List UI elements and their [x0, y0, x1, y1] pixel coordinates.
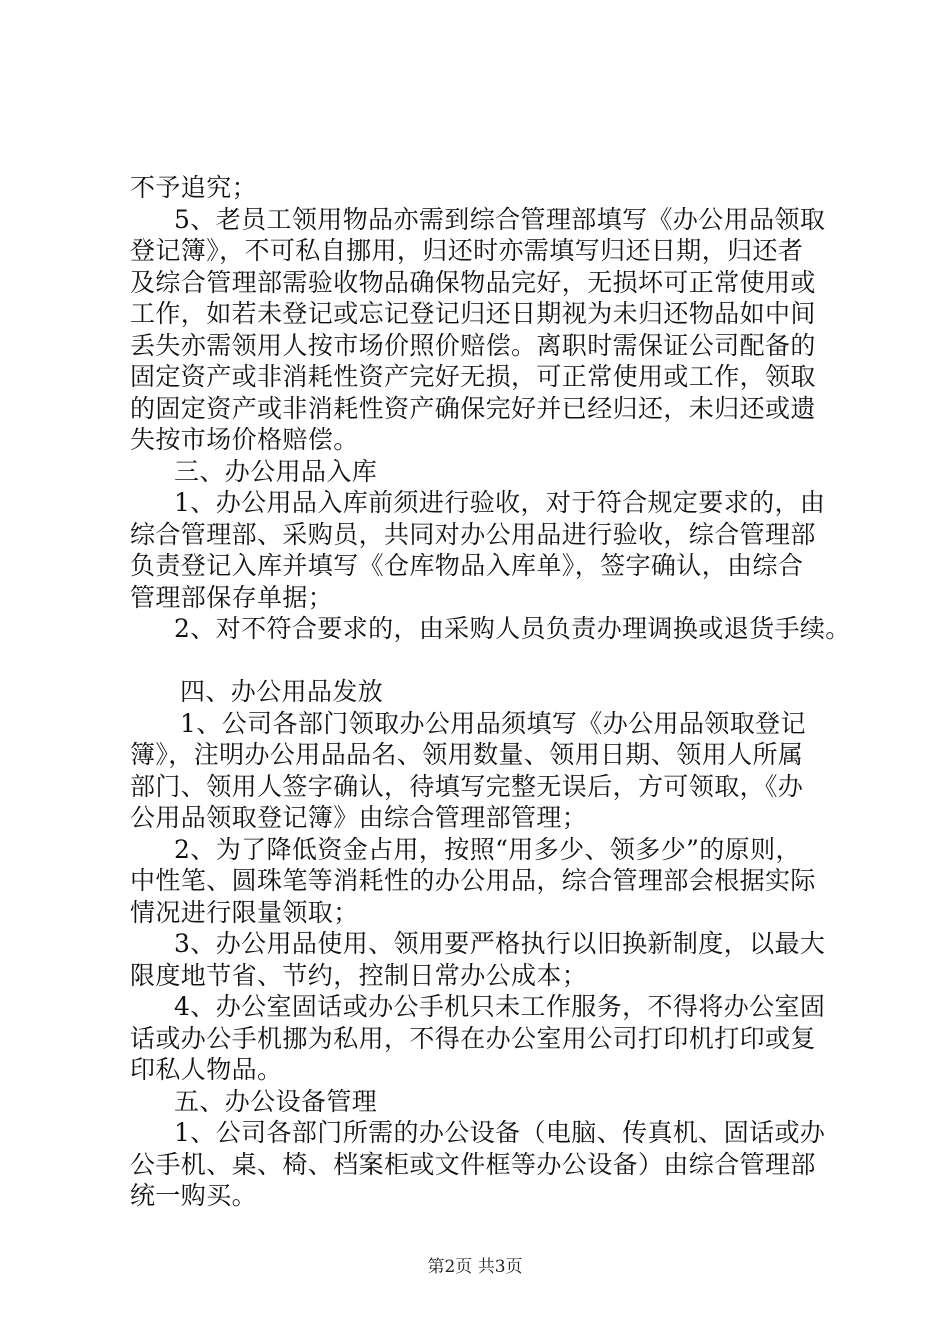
section-heading: 五、办公设备管理 [174, 1086, 378, 1116]
text-line: 管理部保存单据； [130, 582, 334, 612]
text-line: 印私人物品。 [130, 1055, 283, 1084]
text-line: 中性笔、圆珠笔等消耗性的办公用品，综合管理部会根据实际 [130, 866, 816, 895]
text-line: 情况进行限量领取； [130, 897, 359, 927]
page-number-footer: 第2页 共3页 [427, 1257, 523, 1277]
document-body [130, 172, 851, 1212]
text-line: 失按市场价格赔偿。 [130, 425, 359, 454]
text-line: 簿》，注明办公用品品名、领用数量、领用日期、领用人所属 [130, 740, 804, 769]
text-line: 公手机、桌、椅、档案柜或文件框等办公设备）由综合管理部 [130, 1149, 816, 1179]
text-line: 3、办公用品使用、领用要严格执行以旧换新制度，以最大 [174, 929, 826, 958]
text-line: 负责登记入库并填写《仓库物品入库单》，签字确认，由综合 [130, 551, 804, 580]
text-line: 丢失亦需领用人按市场价照价赔偿。离职时需保证公司配备的 [130, 330, 816, 360]
text-line: 部门、领用人签字确认，待填写完整无误后，方可领取，《办 [130, 771, 804, 801]
text-line: 2、为了降低资金占用，按照“用多少、领多少”的原则， [174, 834, 801, 864]
text-line: 统一购买。 [130, 1181, 258, 1210]
text-line: 2、对不符合要求的，由采购人员负责办理调换或退货手续。 [174, 614, 851, 643]
text-line: 的固定资产或非消耗性资产确保完好并已经归还，未归还或遗 [130, 393, 816, 423]
section-heading: 三、办公用品入库 [174, 456, 378, 486]
section-heading: 四、办公用品发放 [180, 677, 384, 706]
text-line: 1、公司各部门所需的办公设备（电脑、传真机、固话或办 [174, 1118, 826, 1147]
text-line: 4、办公室固话或办公手机只未工作服务，不得将办公室固 [174, 992, 826, 1021]
text-line: 话或办公手机挪为私用，不得在办公室用公司打印机打印或复 [130, 1023, 816, 1053]
text-line: 登记簿》，不可私自挪用，归还时亦需填写归还日期，归还者 [130, 236, 804, 265]
text-line: 综合管理部、采购员，共同对办公用品进行验收，综合管理部 [130, 519, 816, 549]
text-line: 工作，如若未登记或忘记登记归还日期视为未归还物品如中间 [130, 299, 816, 328]
text-line: 不予追究； [130, 173, 258, 202]
text-line: 5、老员工领用物品亦需到综合管理部填写《办公用品领取 [174, 204, 826, 234]
text-line: 固定资产或非消耗性资产完好无损，可正常使用或工作，领取 [130, 362, 816, 391]
text-line: 限度地节省、节约，控制日常办公成本； [130, 960, 588, 990]
text-line: 1、公司各部门领取办公用品须填写《办公用品领取登记 [180, 708, 806, 738]
text-line: 1、办公用品入库前须进行验收，对于符合规定要求的，由 [174, 488, 826, 517]
blank-line [130, 645, 842, 677]
text-line: 及综合管理部需验收物品确保物品完好，无损坏可正常使用或 [130, 267, 816, 297]
text-line: 公用品领取登记簿》由综合管理部管理； [130, 803, 588, 832]
